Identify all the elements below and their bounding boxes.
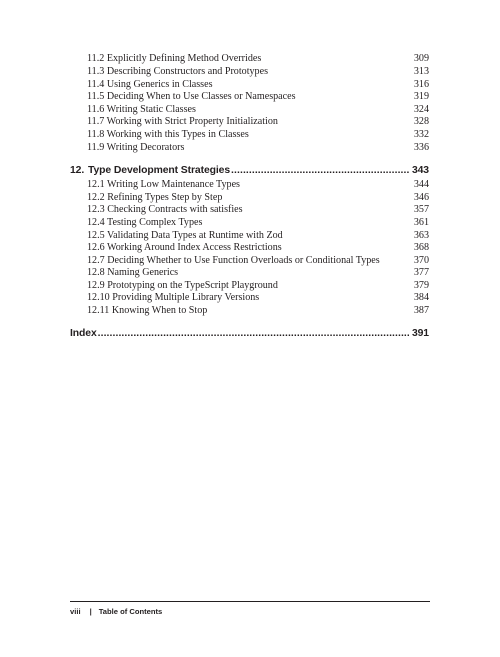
index-page: 391: [411, 328, 429, 339]
toc-entry[interactable]: [87, 217, 429, 229]
toc-entry[interactable]: [87, 79, 429, 91]
toc-entry-title: 12.3 Checking Contracts with satisfies: [87, 204, 243, 215]
toc-entry-page: 361: [413, 217, 429, 228]
toc-entry-page: 313: [413, 66, 429, 77]
toc-entry-page: 328: [413, 116, 429, 127]
footer-rule: [70, 601, 430, 602]
toc-entry-page: 370: [413, 255, 429, 266]
toc-entry-title: 12.1 Writing Low Maintenance Types: [87, 179, 240, 190]
footer-separator: |: [89, 607, 92, 616]
toc-entry[interactable]: [87, 66, 429, 78]
toc-entry[interactable]: [87, 179, 429, 191]
toc-entry-page: 346: [413, 192, 429, 203]
page-footer: [70, 606, 162, 618]
toc-entry[interactable]: [87, 230, 429, 242]
toc-entry-title: 11.9 Writing Decorators: [87, 142, 185, 153]
toc-entry-page: 344: [413, 179, 429, 190]
toc-entry[interactable]: [87, 267, 429, 279]
toc-entry-title: 12.5 Validating Data Types at Runtime with Zod: [87, 230, 283, 241]
dot-leader: [231, 164, 409, 178]
toc-entry[interactable]: [87, 242, 429, 254]
toc-entry-title: 12.8 Naming Generics: [87, 267, 179, 278]
toc-entry-title: 11.8 Working with this Types in Classes: [87, 129, 249, 140]
toc-entry[interactable]: [87, 104, 429, 116]
toc-entry[interactable]: [87, 280, 429, 292]
toc-entry-title: 12.11 Knowing When to Stop: [87, 305, 208, 316]
toc-entry-page: 357: [413, 204, 429, 215]
toc-chapter-12[interactable]: [70, 164, 429, 178]
toc-entry-page: 377: [413, 267, 429, 278]
toc-entry-page: 319: [413, 91, 429, 102]
toc-entry[interactable]: [87, 116, 429, 128]
toc-entry[interactable]: [87, 91, 429, 103]
toc-entry[interactable]: [87, 204, 429, 216]
toc-entry[interactable]: [87, 292, 429, 304]
chapter-number: 12.: [70, 165, 85, 176]
toc-entry-page: 332: [413, 129, 429, 140]
toc-entry-title: 12.7 Deciding Whether to Use Function Overloads or Conditional Types: [87, 255, 380, 266]
toc-entry-title: 11.5 Deciding When to Use Classes or Namespaces: [87, 91, 296, 102]
toc-entry[interactable]: [87, 192, 429, 204]
toc-entry-page: 316: [413, 79, 429, 90]
toc-entry-page: 379: [413, 280, 429, 291]
toc-entry[interactable]: [87, 255, 429, 267]
toc-entry-title: 12.10 Providing Multiple Library Versions: [87, 292, 260, 303]
toc-entry-page: 368: [413, 242, 429, 253]
toc-entry-page: 309: [413, 53, 429, 64]
toc-entry-page: 324: [413, 104, 429, 115]
toc-entry-title: 12.9 Prototyping on the TypeScript Playground: [87, 280, 278, 291]
toc-entry[interactable]: [87, 53, 429, 65]
footer-running-title: Table of Contents: [98, 607, 163, 616]
toc-entry-page: 363: [413, 230, 429, 241]
toc-entry[interactable]: [87, 142, 429, 154]
toc-entry-title: 11.6 Writing Static Classes: [87, 104, 196, 115]
dot-leader: [98, 327, 409, 341]
chapter-title: Type Development Strategies: [88, 165, 231, 176]
toc-entry-title: 12.6 Working Around Index Access Restrictions: [87, 242, 282, 253]
toc-entry-page: 384: [413, 292, 429, 303]
toc-index[interactable]: [70, 327, 429, 341]
footer-page-number: viii: [70, 607, 81, 616]
chapter-page: 343: [411, 165, 429, 176]
toc-entry-title: 11.2 Explicitly Defining Method Overrides: [87, 53, 262, 64]
toc-entry[interactable]: [87, 305, 429, 317]
toc-entry-page: 336: [413, 142, 429, 153]
toc-entry-page: 387: [413, 305, 429, 316]
toc-entry-title: 12.2 Refining Types Step by Step: [87, 192, 223, 203]
toc-entry[interactable]: [87, 129, 429, 141]
toc-entry-title: 11.4 Using Generics in Classes: [87, 79, 213, 90]
index-title: Index: [70, 328, 97, 339]
toc-entry-title: 11.7 Working with Strict Property Initialization: [87, 116, 278, 127]
toc-entry-title: 12.4 Testing Complex Types: [87, 217, 203, 228]
toc-entry-title: 11.3 Describing Constructors and Prototypes: [87, 66, 269, 77]
